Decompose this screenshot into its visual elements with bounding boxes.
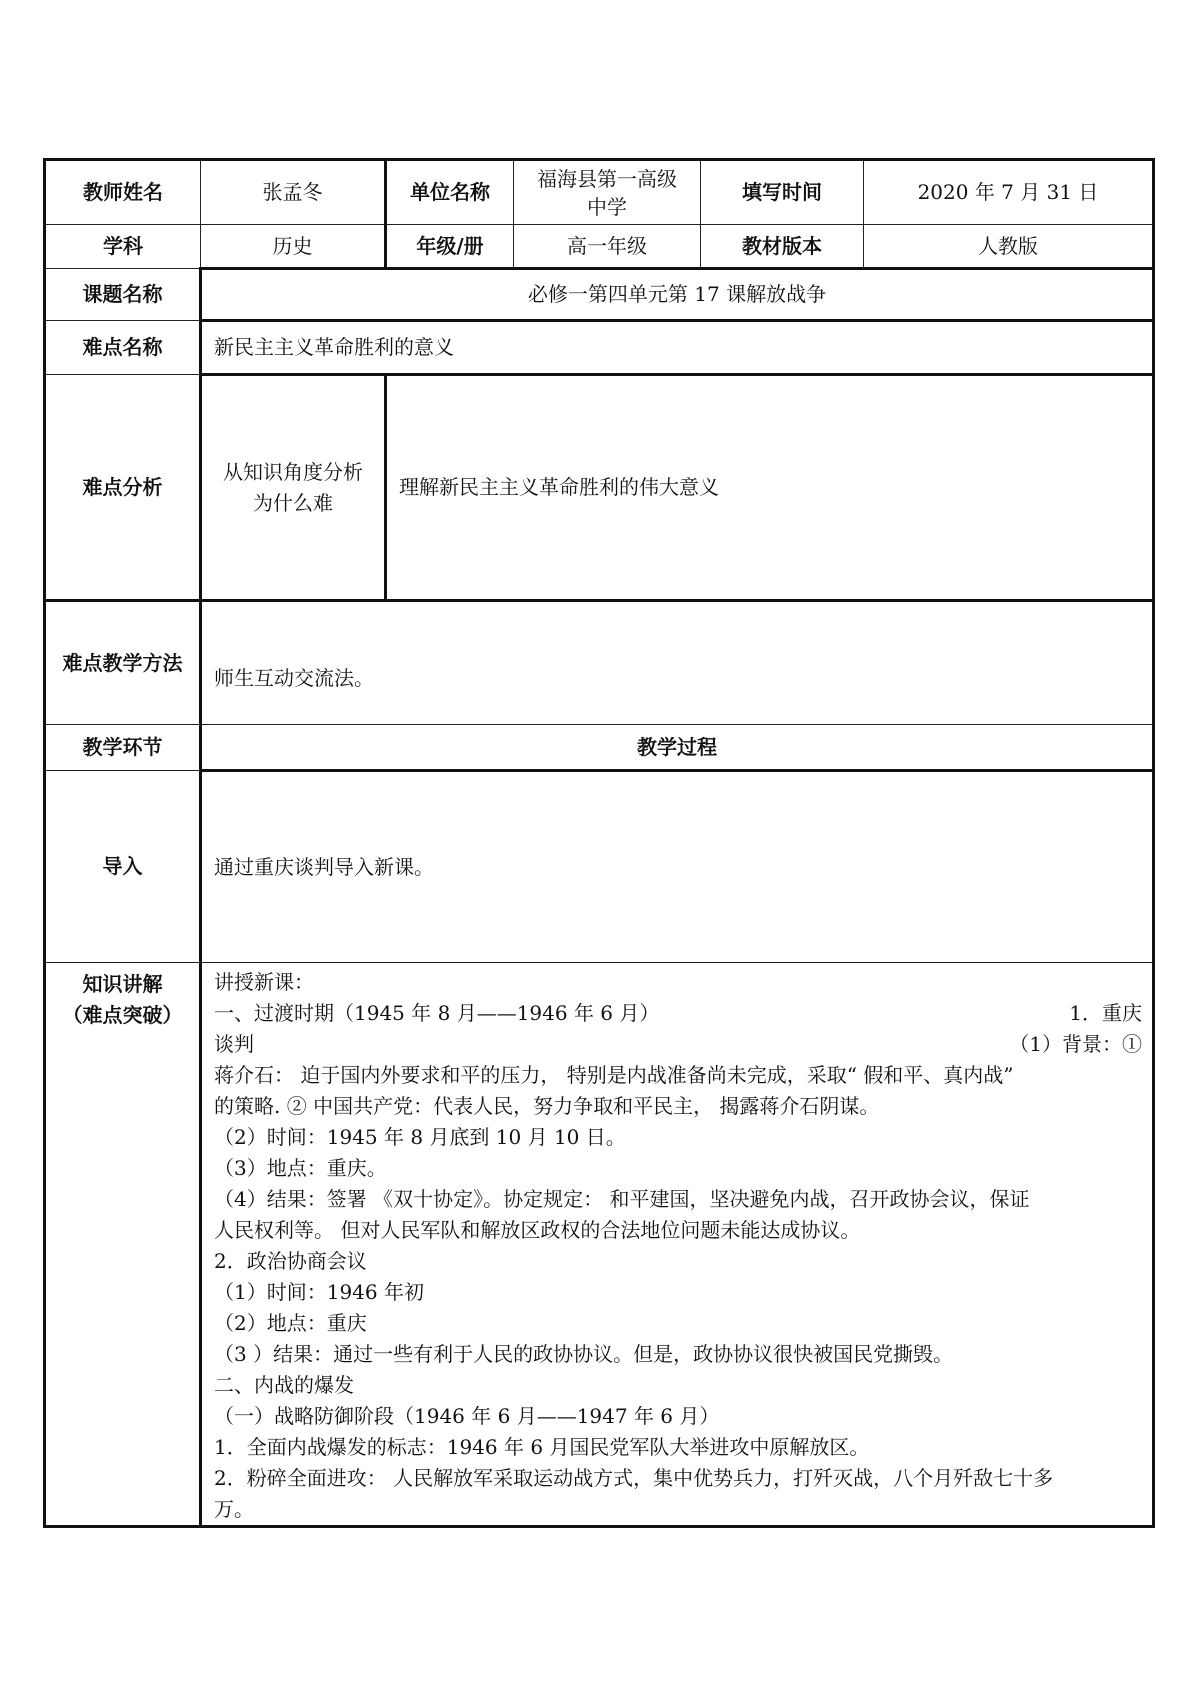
knowledge-line-left: 一、过渡时期（1945 年 8 月——1946 年 6 月） <box>214 1001 660 1025</box>
edition-label: 教材版本 <box>701 225 864 269</box>
knowledge-line: （4）结果：签署 《双十协定》。协定规定： 和平建国，坚决避免内战，召开政协会议，保证 <box>214 1187 1030 1211</box>
method-label: 难点教学方法 <box>45 601 201 725</box>
knowledge-label-line1: 知识讲解 <box>82 972 163 996</box>
stage-label: 教学环节 <box>45 725 201 771</box>
difficulty-row <box>45 321 1154 375</box>
topic-label: 课题名称 <box>45 269 201 321</box>
stage-row <box>45 725 1154 771</box>
intro-value: 通过重庆谈判导入新课。 <box>201 771 1154 963</box>
header-row-1 <box>45 160 1154 225</box>
knowledge-line-left: 谈判 <box>214 1032 254 1056</box>
knowledge-row <box>45 963 1154 1527</box>
knowledge-line: 人民权利等。 但对人民军队和解放区政权的合法地位问题未能达成协议。 <box>214 1218 861 1242</box>
knowledge-line: （3 ）结果：通过一些有利于人民的政协协议。但是，政协协议很快被国民党撕毁。 <box>214 1342 954 1366</box>
teacher-label: 教师姓名 <box>45 160 201 225</box>
subject-label: 学科 <box>45 225 201 269</box>
method-value: 师生互动交流法。 <box>201 601 1154 725</box>
analysis-sub <box>201 375 386 601</box>
knowledge-line: （一）战略防御阶段（1946 年 6 月——1947 年 6 月） <box>214 1404 720 1428</box>
knowledge-line: （2）时间：1945 年 8 月底到 10 月 10 日。 <box>214 1125 626 1149</box>
grade-label: 年级/册 <box>386 225 514 269</box>
knowledge-line: （3）地点：重庆。 <box>214 1156 387 1180</box>
knowledge-content <box>201 963 1154 1527</box>
unit-value <box>514 160 701 225</box>
knowledge-line-right: 1．重庆 <box>1069 1001 1142 1025</box>
lesson-plan-table <box>43 158 1152 1528</box>
intro-label: 导入 <box>45 771 201 963</box>
analysis-sub-line1: 从知识角度分析 <box>223 459 363 484</box>
knowledge-line: 蒋介石： 迫于国内外要求和平的压力， 特别是内战准备尚未完成，采取“ 假和平、真内战” <box>214 1063 1014 1087</box>
analysis-row <box>45 375 1154 601</box>
knowledge-line: （2）地点：重庆 <box>214 1311 367 1335</box>
date-label: 填写时间 <box>701 160 864 225</box>
knowledge-line: 讲授新课： <box>214 970 314 994</box>
knowledge-line: 二、内战的爆发 <box>214 1373 354 1397</box>
knowledge-line: 的策略. ② 中国共产党：代表人民，努力争取和平民主， 揭露蒋介石阴谋。 <box>214 1094 880 1118</box>
topic-value: 必修一第四单元第 17 课解放战争 <box>201 269 1154 321</box>
difficulty-value: 新民主主义革命胜利的意义 <box>201 321 1154 375</box>
unit-label: 单位名称 <box>386 160 514 225</box>
knowledge-line: 万。 <box>214 1497 254 1521</box>
knowledge-line: （1）时间：1946 年初 <box>214 1280 424 1304</box>
unit-value-line1: 福海县第一高级 <box>537 166 677 191</box>
knowledge-label-line2: （难点突破） <box>62 1003 183 1027</box>
knowledge-label <box>45 963 201 1527</box>
process-label: 教学过程 <box>201 725 1154 771</box>
grade-value: 高一年级 <box>514 225 701 269</box>
intro-row <box>45 771 1154 963</box>
teacher-value: 张孟冬 <box>201 160 386 225</box>
knowledge-line <box>214 1029 1142 1060</box>
unit-value-line2: 中学 <box>587 194 627 219</box>
header-row-2 <box>45 225 1154 269</box>
topic-row <box>45 269 1154 321</box>
edition-value: 人教版 <box>864 225 1154 269</box>
analysis-value: 理解新民主主义革命胜利的伟大意义 <box>386 375 1154 601</box>
difficulty-label: 难点名称 <box>45 321 201 375</box>
method-row <box>45 601 1154 725</box>
knowledge-line: 1．全面内战爆发的标志：1946 年 6 月国民党军队大举进攻中原解放区。 <box>214 1435 870 1459</box>
knowledge-line: 2．粉碎全面进攻： 人民解放军采取运动战方式，集中优势兵力，打歼灭战，八个月歼敌七十多 <box>214 1466 1054 1490</box>
knowledge-line <box>214 998 1142 1029</box>
lesson-table <box>43 158 1155 1528</box>
knowledge-line: 2．政治协商会议 <box>214 1249 367 1273</box>
subject-value: 历史 <box>201 225 386 269</box>
analysis-sub-line2: 为什么难 <box>253 490 333 515</box>
analysis-label: 难点分析 <box>45 375 201 601</box>
date-value: 2020 年 7 月 31 日 <box>864 160 1154 225</box>
knowledge-line-right: （1）背景：① <box>1009 1032 1142 1056</box>
